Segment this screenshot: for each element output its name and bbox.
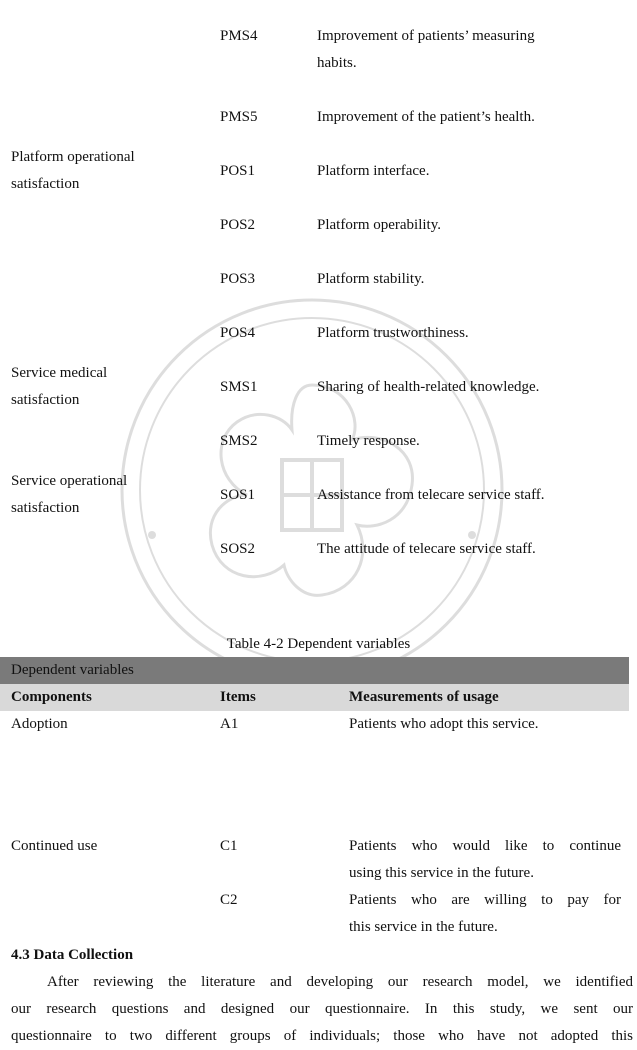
table-group-header: Dependent variables: [11, 662, 134, 678]
measurement-cell-cont: this service in the future.: [349, 919, 498, 935]
group-label-cont: satisfaction: [11, 176, 80, 192]
item-cell: A1: [220, 716, 239, 732]
item-desc: Improvement of patients’ measuring: [317, 28, 535, 44]
paragraph-line: our research questions and designed our questionnaire. In this study, we sent our: [11, 1001, 633, 1017]
table-caption: Table 4-2 Dependent variables: [226, 636, 411, 652]
item-code: POS3: [220, 271, 256, 287]
item-desc: Sharing of health-related knowledge.: [317, 379, 540, 395]
item-code: SOS1: [220, 487, 256, 503]
item-code: SMS1: [220, 379, 258, 395]
item-cell: C1: [220, 838, 238, 854]
item-desc: Assistance from telecare service staff.: [317, 487, 545, 503]
table-column-header-bar: [0, 684, 629, 711]
item-code: SMS2: [220, 433, 258, 449]
item-desc: Platform trustworthiness.: [317, 325, 469, 341]
item-code: PMS5: [220, 109, 258, 125]
paragraph-line: After reviewing the literature and developing our research model, we identified: [47, 974, 633, 990]
column-header-items: Items: [220, 689, 256, 705]
item-code: POS1: [220, 163, 256, 179]
paragraph-line: questionnaire to two different groups of individuals; those who have not adopted this: [11, 1028, 633, 1044]
section-heading: 4.3 Data Collection: [11, 947, 134, 963]
column-header-measurements: Measurements of usage: [349, 689, 499, 705]
measurement-cell-cont: using this service in the future.: [349, 865, 534, 881]
item-cell: C2: [220, 892, 238, 908]
item-desc: Platform interface.: [317, 163, 430, 179]
group-label: Service medical: [11, 365, 108, 381]
measurement-cell: Patients who are willing to pay for: [349, 892, 621, 908]
item-code: POS2: [220, 217, 256, 233]
component-cell: Adoption: [11, 716, 68, 732]
group-label: Platform operational: [11, 149, 135, 165]
group-label-cont: satisfaction: [11, 392, 80, 408]
item-desc: The attitude of telecare service staff.: [317, 541, 536, 557]
measurement-cell: Patients who would like to continue: [349, 838, 621, 854]
item-code: SOS2: [220, 541, 256, 557]
group-label: Service operational: [11, 473, 128, 489]
item-code: POS4: [220, 325, 256, 341]
item-desc: Improvement of the patient’s health.: [317, 109, 535, 125]
item-desc: Timely response.: [317, 433, 420, 449]
group-label-cont: satisfaction: [11, 500, 80, 516]
item-desc: Platform operability.: [317, 217, 441, 233]
item-desc-cont: habits.: [317, 55, 357, 71]
item-desc: Platform stability.: [317, 271, 425, 287]
component-cell: Continued use: [11, 838, 98, 854]
item-code: PMS4: [220, 28, 258, 44]
measurement-cell: Patients who adopt this service.: [349, 716, 539, 732]
column-header-components: Components: [11, 689, 92, 705]
